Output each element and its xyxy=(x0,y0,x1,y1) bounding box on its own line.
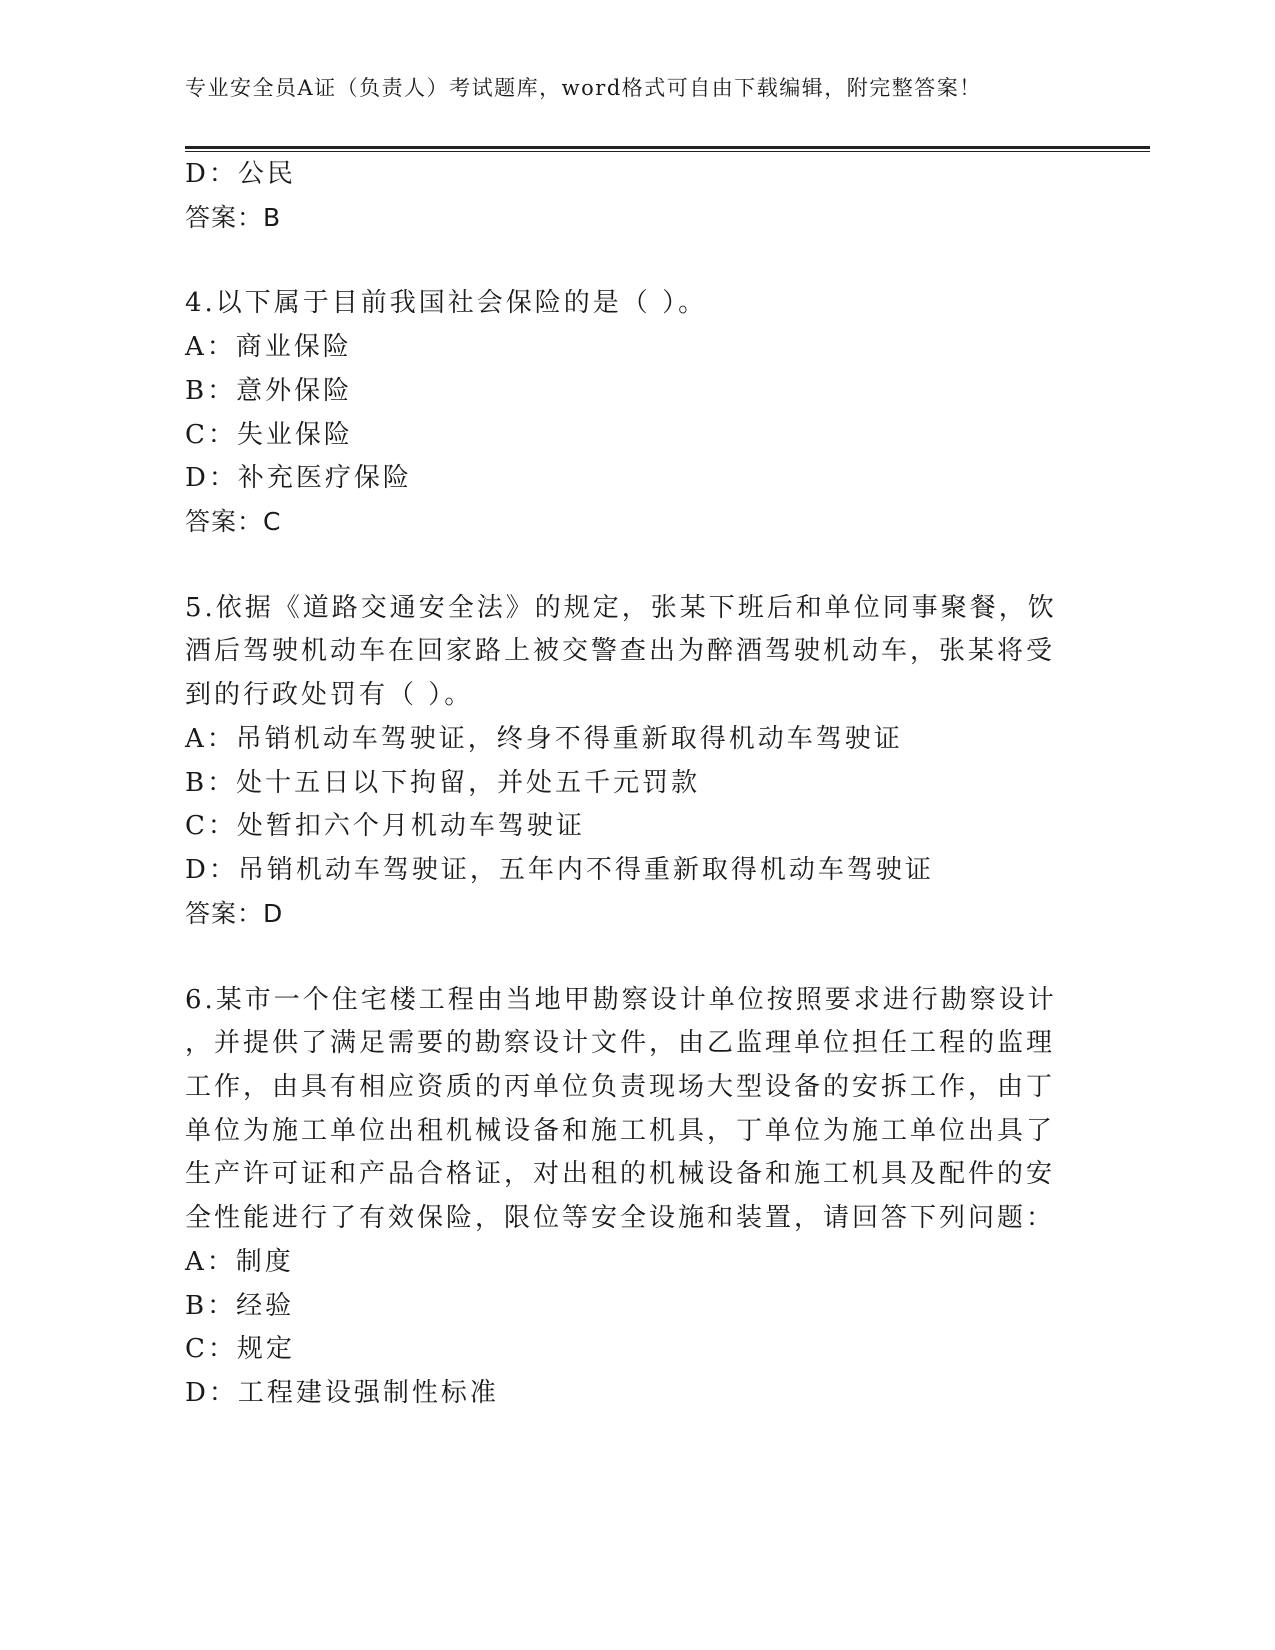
header-rule-thick xyxy=(185,146,1150,149)
header-rule-thin xyxy=(185,151,1150,152)
q6-option-b: B：经验 xyxy=(185,1291,295,1321)
q4-option-a: A：商业保险 xyxy=(185,332,352,362)
q3-option-d: D：公民 xyxy=(185,159,296,189)
q5-option-b: B：处十五日以下拘留，并处五千元罚款 xyxy=(185,768,701,798)
q4-stem: 4.以下属于目前我国社会保险的是（ ）。 xyxy=(185,288,708,318)
q5-answer: 答案：D xyxy=(185,899,284,928)
q3-answer: 答案：B xyxy=(185,203,282,232)
q6-option-a: A：制度 xyxy=(185,1247,294,1277)
q5-option-c: C：处暂扣六个月机动车驾驶证 xyxy=(185,811,585,841)
q5-stem-line: 5.依据《道路交通安全法》的规定，张某下班后和单位同事聚餐，饮 xyxy=(185,593,1057,623)
q4-option-b: B：意外保险 xyxy=(185,376,353,406)
q6-stem-line: ，并提供了满足需要的勘察设计文件，由乙监理单位担任工程的监理 xyxy=(185,1028,1056,1058)
q5-stem-line: 到的行政处罚有（ ）。 xyxy=(185,680,474,710)
q6-stem-line: 6.某市一个住宅楼工程由当地甲勘察设计单位按照要求进行勘察设计 xyxy=(185,985,1057,1015)
q6-option-d: D：工程建设强制性标准 xyxy=(185,1378,499,1408)
q6-option-c: C：规定 xyxy=(185,1334,295,1364)
q6-stem-line: 生产许可证和产品合格证，对出租的机械设备和施工机具及配件的安 xyxy=(185,1159,1056,1189)
q6-stem-line: 单位为施工单位出租机械设备和施工机具，丁单位为施工单位出具了 xyxy=(185,1116,1056,1146)
q4-option-c: C：失业保险 xyxy=(185,420,353,450)
q5-stem-line: 酒后驾驶机动车在回家路上被交警查出为醉酒驾驶机动车，张某将受 xyxy=(185,636,1056,666)
q6-stem-line: 工作，由具有相应资质的丙单位负责现场大型设备的安拆工作，由丁 xyxy=(185,1072,1056,1102)
q5-option-a: A：吊销机动车驾驶证，终身不得重新取得机动车驾驶证 xyxy=(185,724,903,754)
q6-stem-line: 全性能进行了有效保险，限位等安全设施和装置，请回答下列问题： xyxy=(185,1203,1056,1233)
q5-option-d: D：吊销机动车驾驶证，五年内不得重新取得机动车驾驶证 xyxy=(185,855,934,885)
page-header: 专业安全员A证（负责人）考试题库，word格式可自由下载编辑，附完整答案！ xyxy=(185,76,982,100)
q4-option-d: D：补充医疗保险 xyxy=(185,463,412,493)
q4-answer: 答案：C xyxy=(185,507,282,536)
